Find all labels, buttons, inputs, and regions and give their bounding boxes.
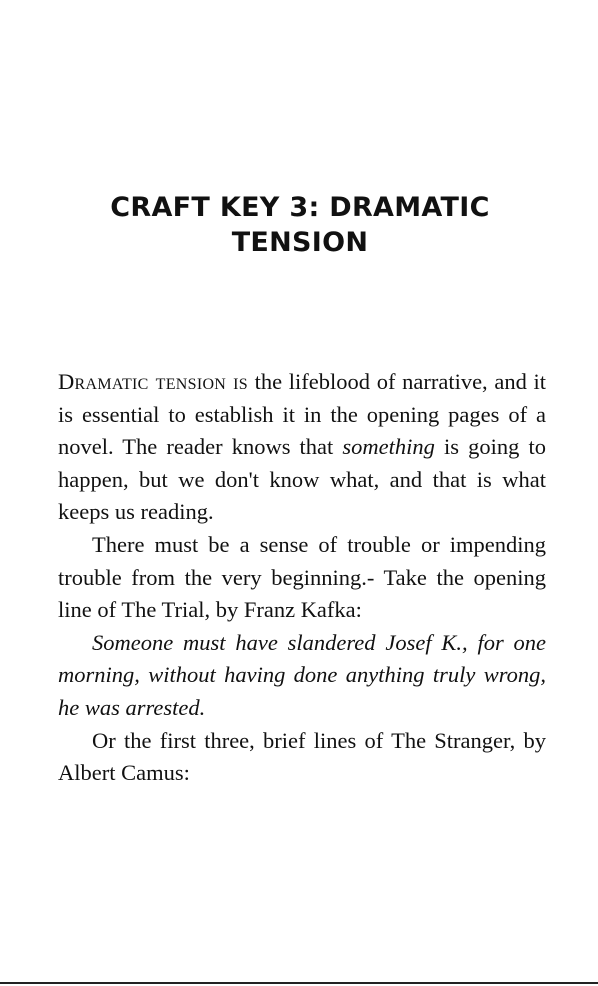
paragraph-1-text-a: the lifeblood of narrative, and it is essential to establish it in the opening pages of a novel. The reader knows that: [58, 369, 547, 460]
kafka-quote: Someone must have slandered Josef K., for one morning, without having done anything truly wrong, he was arrested.: [58, 629, 546, 720]
paragraph-1: [58, 366, 546, 529]
chapter-title: CRAFT KEY 3: DRAMATIC TENSION: [110, 192, 490, 258]
paragraph-lead-in: Dramatic tension is: [58, 369, 248, 394]
bottom-divider: [0, 982, 598, 984]
paragraph-2: There must be a sense of trouble or impending trouble from the very beginning.- Take the opening line of The Trial, by Franz Kafka:: [58, 531, 546, 623]
paragraph-4: Or the first three, brief lines of The Stranger, by Albert Camus:: [58, 727, 546, 786]
paragraph-1-text-b: is going to happen, but we don't know what, and that is what keeps us reading.: [58, 434, 546, 525]
body-text: [58, 366, 546, 790]
paragraph-1-emphasis: something: [342, 434, 435, 460]
